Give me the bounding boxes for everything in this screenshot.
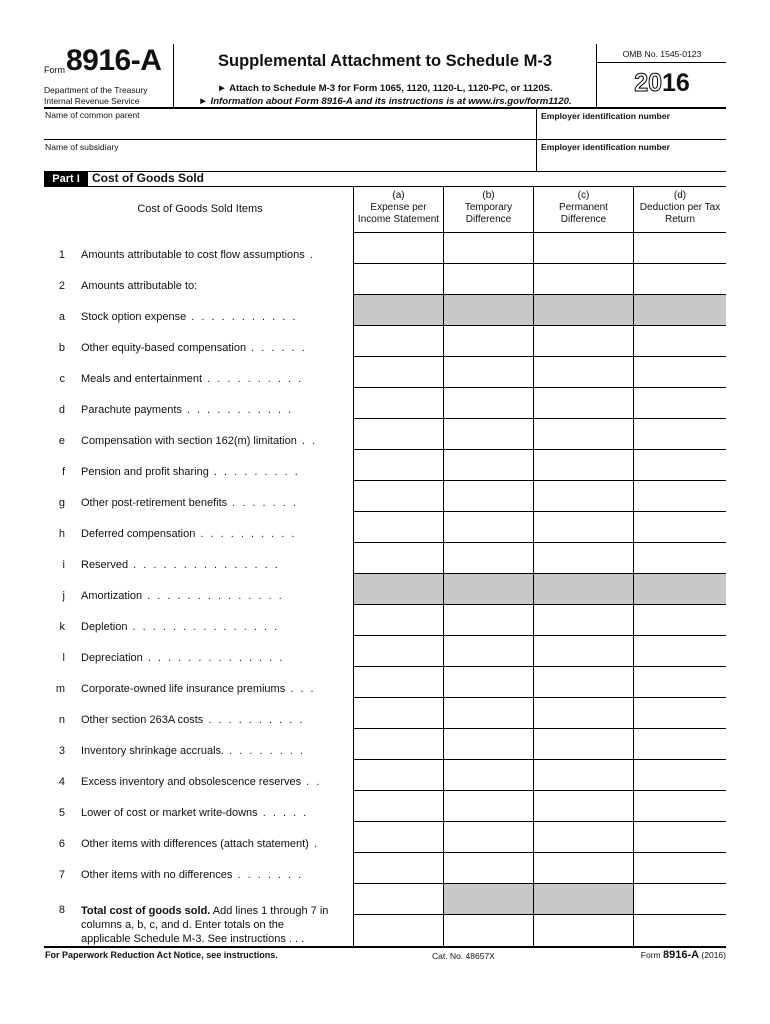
footer-form-number: 8916-A <box>662 949 700 961</box>
row-d-label <box>81 404 346 416</box>
subsidiary-input[interactable] <box>45 154 530 169</box>
row-l-col-a-input[interactable] <box>356 671 439 693</box>
common-parent-label: Name of common parent <box>45 110 140 120</box>
part-tag: Part I <box>44 172 88 187</box>
row-g-text: Other post-retirement benefits <box>81 497 228 509</box>
shaded-cell <box>534 295 633 325</box>
row-b-text: Other equity-based compensation <box>81 342 247 354</box>
row-h-col-a-input[interactable] <box>356 547 439 569</box>
row-j-leader-dots: . . . . . . . . . . . . . . <box>142 590 284 602</box>
row-a-leader-dots: . . . . . . . . . . . <box>186 311 298 323</box>
row-6-label <box>81 838 346 850</box>
row-rule <box>353 511 726 512</box>
row-b-label <box>81 342 346 354</box>
form-number: 8916-A <box>66 44 162 77</box>
row-a-label <box>81 311 346 323</box>
subsidiary-ein-label: Employer identification number <box>541 142 670 152</box>
row-rule <box>353 635 726 636</box>
row-8-line1: Add lines 1 through 7 in <box>210 905 329 917</box>
subsidiary-ein-input[interactable] <box>541 154 724 169</box>
row-l-label <box>81 652 346 664</box>
dept-line-2: Internal Revenue Service <box>44 96 140 106</box>
row-3-col-a-input[interactable] <box>356 764 439 786</box>
row-2-number: 2 <box>58 280 65 292</box>
row-e-number: e <box>58 435 65 447</box>
instruction-info: ► Information about Form 8916-A and its instructions is at www.irs.gov/form1120. <box>198 96 572 107</box>
row-3-number: 3 <box>58 745 65 757</box>
row-1-number: 1 <box>58 249 65 261</box>
row-rule <box>353 852 726 853</box>
row-1-col-a-input[interactable] <box>356 268 439 290</box>
row-6-number: 6 <box>58 838 65 850</box>
row-f-leader-dots: . . . . . . . . . <box>208 466 300 478</box>
row-8-text <box>81 904 351 946</box>
shaded-cell <box>534 884 633 914</box>
row-b-leader-dots: . . . . . . <box>246 342 307 354</box>
row-i-number: i <box>62 559 65 571</box>
catalog-number: Cat. No. 48657X <box>432 951 495 961</box>
row-n-text: Other section 263A costs <box>81 714 204 726</box>
row-a-col-a-input[interactable] <box>356 330 439 352</box>
row-n-col-a-input[interactable] <box>356 733 439 755</box>
row-1-text: Amounts attributable to cost flow assumptions <box>81 249 305 261</box>
row-5-col-b-input[interactable] <box>446 826 529 848</box>
row-8-col-c-input[interactable] <box>536 925 629 945</box>
row-3-text: Inventory shrinkage accruals. <box>81 745 225 757</box>
row-g-number: g <box>58 497 65 509</box>
column-header-b-line1: Temporary <box>464 202 513 213</box>
dept-line-1: Department of the Treasury <box>44 85 148 95</box>
row-j-number: j <box>62 590 65 602</box>
row-e-col-d-input[interactable] <box>636 454 722 476</box>
row-rule <box>353 387 726 388</box>
subsidiary-ein-divider <box>536 140 537 171</box>
row-1-col-d-input[interactable] <box>636 268 722 290</box>
row-1-leader-dots: . <box>304 249 315 261</box>
row-g-col-c-input[interactable] <box>536 516 629 538</box>
row-l-leader-dots: . . . . . . . . . . . . . . <box>142 652 285 664</box>
row-7-number: 7 <box>58 869 65 881</box>
row-l-number: l <box>62 652 65 664</box>
row-d-col-a-input[interactable] <box>356 423 439 445</box>
row-6-col-b-input[interactable] <box>446 857 529 879</box>
row-c-text: Meals and entertainment <box>81 373 203 385</box>
row-f-text: Pension and profit sharing <box>81 466 209 478</box>
omb-divider <box>597 62 726 63</box>
column-header-a-line1: Expense per <box>370 202 427 213</box>
row-rule <box>353 666 726 667</box>
row-k-number: k <box>59 621 65 633</box>
row-d-text: Parachute payments <box>81 404 182 416</box>
row-n-number: n <box>58 714 65 726</box>
shaded-cell <box>444 884 533 914</box>
row-h-col-c-input[interactable] <box>536 547 629 569</box>
row-h-col-b-input[interactable] <box>446 547 529 569</box>
parent-row-rule <box>44 139 726 140</box>
row-1-label <box>81 249 346 261</box>
shaded-cell <box>634 295 726 325</box>
row-k-col-b-input[interactable] <box>446 640 529 662</box>
tax-year-bold: 16 <box>662 69 690 97</box>
shaded-cell <box>354 574 443 604</box>
row-6-text: Other items with differences (attach statement) <box>81 838 309 850</box>
row-m-leader-dots: . . . <box>285 683 316 695</box>
row-k-text: Depletion <box>81 621 128 633</box>
row-5-number: 5 <box>58 807 65 819</box>
row-k-col-c-input[interactable] <box>536 640 629 662</box>
row-5-col-c-input[interactable] <box>536 826 629 848</box>
row-j-label <box>81 590 346 602</box>
row-f-col-d-input[interactable] <box>636 485 722 507</box>
row-g-leader-dots: . . . . . . . <box>227 497 298 509</box>
header-divider-left <box>173 44 174 107</box>
parent-ein-divider <box>536 108 537 140</box>
row-rule <box>353 356 726 357</box>
row-rule <box>353 821 726 822</box>
row-6-col-d-input[interactable] <box>636 857 722 879</box>
row-f-number: f <box>61 466 65 478</box>
row-3-col-d-input[interactable] <box>636 764 722 786</box>
row-3-col-c-input[interactable] <box>536 764 629 786</box>
row-m-col-d-input[interactable] <box>636 702 722 724</box>
row-4-col-c-input[interactable] <box>536 795 629 817</box>
row-1-col-c-input[interactable] <box>536 268 629 290</box>
row-rule <box>353 542 726 543</box>
row-h-col-d-input[interactable] <box>636 547 722 569</box>
shaded-cell <box>444 574 533 604</box>
row-rule <box>353 759 726 760</box>
header-divider-right <box>596 44 597 107</box>
row-a-text: Stock option expense <box>81 311 187 323</box>
row-3-label <box>81 745 346 757</box>
row-4-leader-dots: . . <box>301 776 322 788</box>
row-m-text: Corporate-owned life insurance premiums <box>81 683 286 695</box>
row-g-col-b-input[interactable] <box>446 516 529 538</box>
row-m-number: m <box>55 683 65 695</box>
column-header-c-line1: Permanent <box>559 202 608 213</box>
column-header-a <box>354 190 443 226</box>
row-f-label <box>81 466 346 478</box>
part-rule <box>44 186 726 187</box>
row-4-label <box>81 776 346 788</box>
row-m-label <box>81 683 346 695</box>
row-b-col-c-input[interactable] <box>536 361 629 383</box>
row-5-text: Lower of cost or market write-downs <box>81 807 258 819</box>
row-c-col-b-input[interactable] <box>446 392 529 414</box>
row-3-col-b-input[interactable] <box>446 764 529 786</box>
column-header-a-line2: Income Statement <box>357 214 440 225</box>
row-b-col-b-input[interactable] <box>446 361 529 383</box>
row-f-col-b-input[interactable] <box>446 485 529 507</box>
row-c-col-c-input[interactable] <box>536 392 629 414</box>
row-5-label <box>81 807 346 819</box>
row-c-leader-dots: . . . . . . . . . . <box>202 373 304 385</box>
row-2-text: Amounts attributable to: <box>81 280 198 292</box>
omb-number: OMB No. 1545-0123 <box>622 49 702 59</box>
row-h-label <box>81 528 346 540</box>
row-e-label <box>81 435 346 447</box>
part-title: Cost of Goods Sold <box>92 171 204 185</box>
row-6-col-c-input[interactable] <box>536 857 629 879</box>
row-b-col-a-input[interactable] <box>356 361 439 383</box>
row-5-leader-dots: . . . . . <box>257 807 309 819</box>
row-8-line3: applicable Schedule M-3. See instructions <box>81 933 286 945</box>
paperwork-notice: For Paperwork Reduction Act Notice, see instructions. <box>45 950 278 960</box>
row-rule <box>353 697 726 698</box>
row-8-line2: columns a, b, c, and d. Enter totals on the <box>81 919 285 931</box>
row-i-text: Reserved <box>81 559 129 571</box>
footer-form-year: (2016) <box>699 950 726 960</box>
row-n-label <box>81 714 346 726</box>
row-l-text: Depreciation <box>81 652 143 664</box>
row-5-col-d-input[interactable] <box>636 826 722 848</box>
shaded-cell <box>354 295 443 325</box>
items-header: Cost of Goods Sold Items <box>137 203 263 215</box>
row-m-col-b-input[interactable] <box>446 702 529 724</box>
row-3-leader-dots: . . . . . . . . <box>224 745 305 757</box>
row-a-col-c-input[interactable] <box>536 330 629 352</box>
row-n-col-c-input[interactable] <box>536 733 629 755</box>
row-j-text: Amortization <box>81 590 143 602</box>
footer-form-id <box>600 949 726 961</box>
row-i-leader-dots: . . . . . . . . . . . . . . . <box>128 559 280 571</box>
column-header-a-letter: (a) <box>392 190 405 201</box>
form-title: Supplemental Attachment to Schedule M-3 <box>217 52 552 70</box>
row-a-col-d-input[interactable] <box>636 330 722 352</box>
row-j-col-d-input[interactable] <box>636 609 722 631</box>
row-g-label <box>81 497 346 509</box>
row-rule <box>353 914 726 915</box>
row-j-col-b-input[interactable] <box>446 609 529 631</box>
row-m-col-a-input[interactable] <box>356 702 439 724</box>
column-header-c <box>534 190 633 226</box>
row-1-col-b-input[interactable] <box>446 268 529 290</box>
row-n-col-b-input[interactable] <box>446 733 529 755</box>
row-c-col-a-input[interactable] <box>356 392 439 414</box>
column-header-d-letter: (d) <box>673 190 687 201</box>
row-d-leader-dots: . . . . . . . . . . . <box>181 404 294 416</box>
subsidiary-label: Name of subsidiary <box>45 142 119 152</box>
row-l-col-b-input[interactable] <box>446 671 529 693</box>
row-k-label <box>81 621 346 633</box>
column-header-c-line2: Difference <box>560 214 607 225</box>
column-header-rule <box>353 232 726 233</box>
row-8-col-b-input[interactable] <box>446 925 529 945</box>
row-b-col-d-input[interactable] <box>636 361 722 383</box>
row-h-text: Deferred compensation <box>81 528 196 540</box>
row-e-leader-dots: . . <box>296 435 318 447</box>
tax-year-outline: 20 <box>634 69 662 97</box>
row-c-label <box>81 373 346 385</box>
shaded-cell <box>534 574 633 604</box>
row-4-number: 4 <box>58 776 65 788</box>
row-4-text: Excess inventory and obsolescence reserves <box>81 776 302 788</box>
row-6-col-a-input[interactable] <box>356 857 439 879</box>
row-k-leader-dots: . . . . . . . . . . . . . . . <box>127 621 280 633</box>
column-header-b <box>444 190 533 226</box>
row-e-col-a-input[interactable] <box>356 454 439 476</box>
row-f-col-c-input[interactable] <box>536 485 629 507</box>
row-8-dots: . . . <box>285 933 305 945</box>
row-a-col-b-input[interactable] <box>446 330 529 352</box>
row-rule <box>353 449 726 450</box>
row-2-label <box>81 280 346 292</box>
row-k-col-d-input[interactable] <box>636 640 722 662</box>
row-m-col-c-input[interactable] <box>536 702 629 724</box>
row-6-leader-dots: . <box>308 838 319 850</box>
row-8-col-d-input[interactable] <box>636 925 722 945</box>
row-8-col-a-input[interactable] <box>356 925 439 945</box>
row-k-col-a-input[interactable] <box>356 640 439 662</box>
row-j-col-c-input[interactable] <box>536 609 629 631</box>
shaded-cell <box>634 574 726 604</box>
row-n-col-d-input[interactable] <box>636 733 722 755</box>
footer-form-prefix: Form <box>640 950 663 960</box>
row-d-number: d <box>58 404 65 416</box>
row-b-number: b <box>58 342 65 354</box>
parent-ein-label: Employer identification number <box>541 111 670 121</box>
column-header-d-line2: Return <box>664 214 695 225</box>
row-f-col-a-input[interactable] <box>356 485 439 507</box>
row-5-col-a-input[interactable] <box>356 826 439 848</box>
row-h-number: h <box>58 528 65 540</box>
row-rule <box>353 790 726 791</box>
row-rule <box>353 480 726 481</box>
form-number-block <box>44 44 174 104</box>
column-header-c-letter: (c) <box>577 190 590 201</box>
common-parent-input[interactable] <box>45 122 530 137</box>
row-4-col-d-input[interactable] <box>636 795 722 817</box>
row-7-col-d-input[interactable] <box>636 888 722 910</box>
row-d-col-d-input[interactable] <box>636 423 722 445</box>
column-header-d <box>634 190 726 226</box>
row-7-leader-dots: . . . . . . . <box>232 869 304 881</box>
row-rule <box>353 604 726 605</box>
row-d-col-c-input[interactable] <box>536 423 629 445</box>
column-header-b-letter: (b) <box>482 190 495 201</box>
footer-rule <box>44 946 726 948</box>
row-g-col-a-input[interactable] <box>356 516 439 538</box>
row-e-col-b-input[interactable] <box>446 454 529 476</box>
row-i-label <box>81 559 346 571</box>
tax-year <box>598 69 726 98</box>
row-l-col-c-input[interactable] <box>536 671 629 693</box>
row-c-col-d-input[interactable] <box>636 392 722 414</box>
row-rule <box>353 263 726 264</box>
row-g-col-d-input[interactable] <box>636 516 722 538</box>
row-e-text: Compensation with section 162(m) limitation <box>81 435 297 447</box>
row-d-col-b-input[interactable] <box>446 423 529 445</box>
row-e-col-c-input[interactable] <box>536 454 629 476</box>
row-7-col-a-input[interactable] <box>356 888 439 910</box>
row-rule <box>353 418 726 419</box>
shaded-cell <box>444 295 533 325</box>
row-7-text: Other items with no differences <box>81 869 233 881</box>
row-rule <box>353 728 726 729</box>
row-4-col-b-input[interactable] <box>446 795 529 817</box>
row-c-number: c <box>59 373 65 385</box>
row-l-col-d-input[interactable] <box>636 671 722 693</box>
row-4-col-a-input[interactable] <box>356 795 439 817</box>
parent-ein-input[interactable] <box>541 123 724 138</box>
row-a-number: a <box>58 311 65 323</box>
form-label: Form <box>44 65 65 75</box>
row-rule <box>353 325 726 326</box>
row-j-col-a-input[interactable] <box>356 609 439 631</box>
row-8-number: 8 <box>58 904 65 916</box>
instruction-attach: ► Attach to Schedule M-3 for Form 1065, 1120, 1120-L, 1120-PC, or 1120S. <box>217 83 553 94</box>
row-h-leader-dots: . . . . . . . . . . <box>195 528 297 540</box>
row-7-label <box>81 869 346 881</box>
header-bottom-rule <box>44 107 726 109</box>
row-n-leader-dots: . . . . . . . . . . <box>203 714 305 726</box>
column-header-d-line1: Deduction per Tax <box>639 202 721 213</box>
column-header-b-line2: Difference <box>465 214 512 225</box>
row-8-bold: Total cost of goods sold. <box>81 905 211 917</box>
